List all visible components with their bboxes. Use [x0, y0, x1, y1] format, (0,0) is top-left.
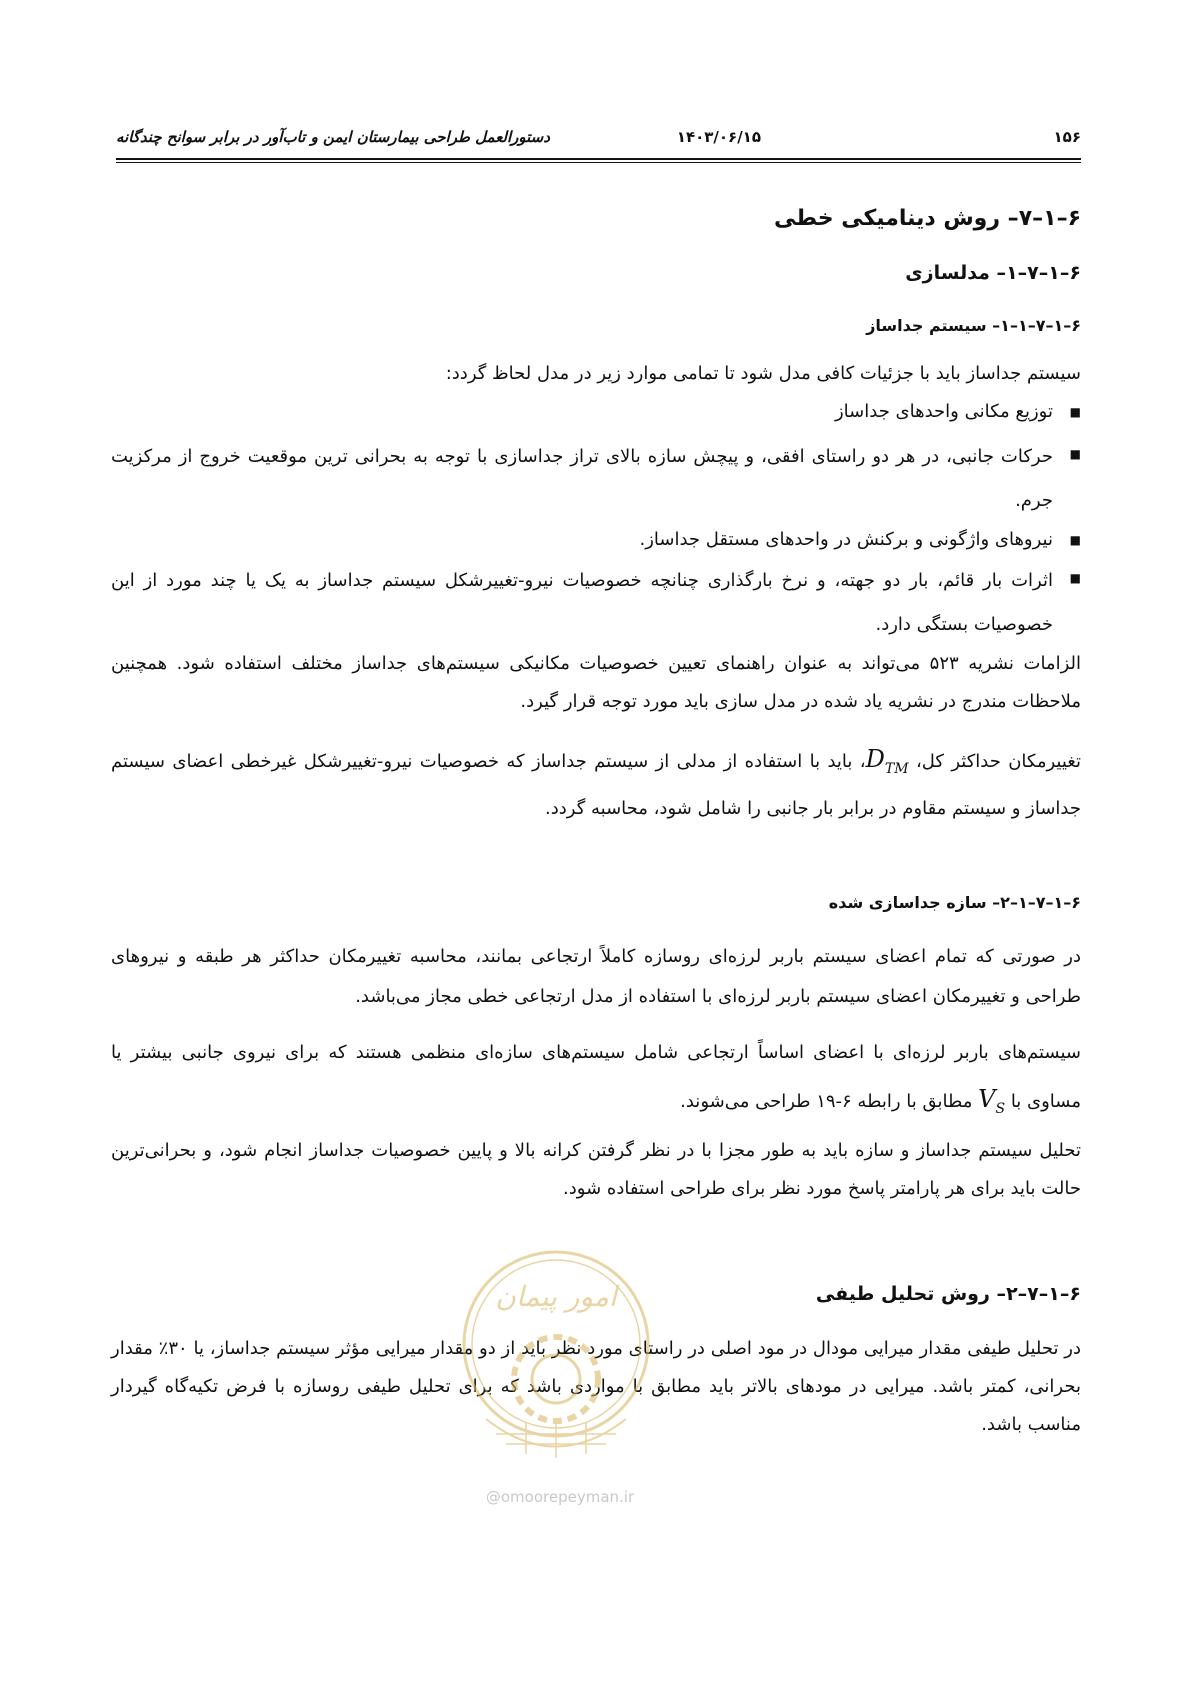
header-rule — [116, 158, 1081, 160]
page-number: ۱۵۶ — [1053, 128, 1081, 146]
watermark-url: @omoorepeyman.ir — [485, 1488, 635, 1506]
header-date: ۱۴۰۳/۰۶/۱۵ — [676, 128, 761, 146]
heading-isolated-structure: ۶–۱–۷–۱–۲– سازه جداسازی شده — [828, 893, 1081, 912]
paragraph-dtm — [111, 739, 1081, 829]
vs-text-a: سیستم‌های باربر لرزه‌ای با اعضای اساساً ارتجاعی شامل سیستم‌های سازه‌ای منظمی هستند که برای نیروی جانبی بیشتر یا مساوی با — [111, 1042, 1081, 1112]
bullet-icon: ■ — [1069, 571, 1081, 585]
list-item-text: حرکات جانبی، در هر دو راستای افقی، و پیچش سازه بالای تراز جداسازی با توجه به بحرانی ترین موقعیت خروج از مرکزیت جرم. — [111, 446, 1053, 511]
dtm-symbol-sub: TM — [884, 760, 909, 777]
paragraph-vs — [111, 1030, 1081, 1132]
paragraph-publication: الزامات نشریه ۵۲۳ می‌تواند به عنوان راهنمای تعیین خصوصیات مکانیکی سیستم‌های جداساز مختلف استفاده شود. همچنین ملاحظات مندرج در نشریه یاد شده در مدل سازی باید مورد توجه قرار گیرد. — [111, 653, 1081, 712]
list-item — [111, 559, 1081, 647]
bullet-icon: ■ — [1069, 405, 1081, 419]
dtm-symbol-main: D — [865, 745, 885, 773]
running-header — [116, 128, 1081, 154]
vs-symbol-main: V — [978, 1085, 996, 1113]
dtm-text-a: تغییرمکان حداکثر کل، — [915, 751, 1081, 772]
vs-text-b: مطابق با رابطه ۶-۱۹ طراحی می‌شوند. — [680, 1091, 973, 1112]
header-rule-thin — [116, 162, 1081, 163]
watermark-logo — [456, 1244, 656, 1474]
dtm-symbol — [865, 745, 909, 777]
document-title: دستورالعمل طراحی بیمارستان ایمن و تاب‌آور در برابر سوانح چندگانه — [116, 128, 550, 146]
list-item-text: نیروهای واژگونی و برکنش در واحدهای مستقل جداساز. — [639, 529, 1053, 550]
dtm-text-b: ، باید با استفاده از مدلی از سیستم جداساز که خصوصیات نیرو-تغییرشکل غیرخطی اعضای سیستم جداساز و سیستم مقاوم در برابر بار جانبی را شامل شود، محاسبه گردد. — [111, 751, 1081, 819]
bullet-icon: ■ — [1069, 533, 1081, 547]
watermark-logo-text: امور پیمان — [495, 1280, 617, 1313]
vs-symbol — [978, 1085, 1006, 1117]
paragraph-spectral: در تحلیل طیفی مقدار میرایی مودال در مود اصلی در راستای مورد نظر باید از دو مقدار میرایی مؤثر سیستم جداساز، یا ۳۰٪ مقدار بحرانی، کمتر باشد. میرایی در مودهای بالاتر باید مطابق با مواردی باشد که برای تحلیل طیفی روسازه با فرض تکیه‌گاه گیردار مناسب باشد. — [111, 1338, 1081, 1435]
heading-spectral: ۶–۱–۷–۲– روش تحلیل طیفی — [815, 1283, 1081, 1305]
list-item-text: اثرات بار قائم، بار دو جهته، و نرخ بارگذاری چنانچه خصوصیات نیرو-تغییرشکل سیستم جداساز به یک یا چند مورد از این خصوصیات بستگی دارد. — [111, 570, 1053, 635]
paragraph-bounds: تحلیل سیستم جداساز و سازه باید به طور مجزا با در نظر گرفتن کرانه بالا و پایین خصوصیات جداساز انجام شود، و بحرانی‌ترین حالت باید برای هر پارامتر پاسخ مورد نظر برای طراحی استفاده شود. — [111, 1140, 1081, 1199]
vs-symbol-sub: S — [995, 1100, 1006, 1117]
list-item — [111, 393, 1081, 431]
list-item — [111, 435, 1081, 523]
paragraph-elastic: در صورتی که تمام اعضای سیستم باربر لرزه‌ای روسازه کاملاً ارتجاعی بمانند، محاسبه تغییرمکان حداکثر هر طبقه و نیروهای طراحی و تغییرمکان اعضای سیستم باربر لرزه‌ای با استفاده از مدل ارتجاعی خطی مجاز می‌باشد. — [111, 946, 1081, 1007]
paragraph-isolation-intro: سیستم جداساز باید با جزئیات کافی مدل شود تا تمامی موارد زیر در مدل لحاظ گردد: — [445, 363, 1081, 384]
list-item — [111, 521, 1081, 559]
list-item-text: توزیع مکانی واحدهای جداساز — [834, 401, 1053, 422]
heading-modeling: ۶–۱–۷–۱– مدلسازی — [905, 262, 1081, 284]
bullet-icon: ■ — [1069, 447, 1081, 461]
heading-linear-dynamic: ۶–۱–۷– روش دینامیکی خطی — [774, 206, 1081, 231]
heading-isolation-system: ۶–۱–۷–۱–۱– سیستم جداساز — [866, 316, 1081, 335]
